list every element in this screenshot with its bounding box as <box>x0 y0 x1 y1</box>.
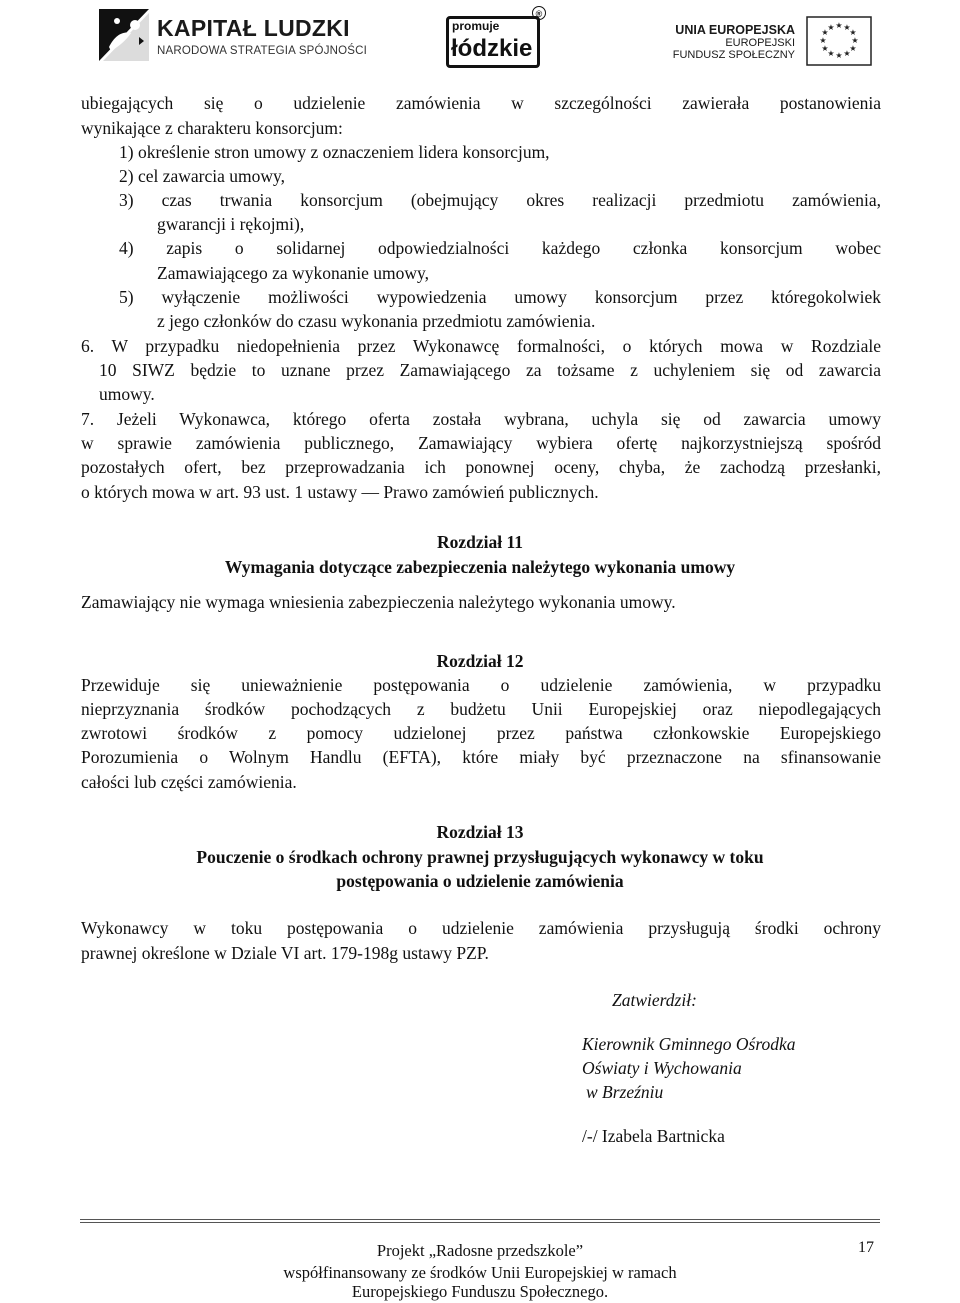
chapter-12-heading: Rozdział 12 <box>436 651 524 671</box>
chapter-12-line-1: Przewiduje się unieważnienie postępowania o udzielenie zamówienia, w przypadku <box>81 675 881 695</box>
chapter-13-title-line-1: Pouczenie o środkach ochrony prawnej przysługujących wykonawcy w toku <box>196 847 764 867</box>
svg-text:★: ★ <box>843 49 851 58</box>
kapital-ludzki-title: KAPITAŁ LUDZKI <box>157 15 350 41</box>
footer-line-1: Projekt „Radosne przedszkole” <box>376 1241 584 1260</box>
eu-line-3: FUNDUSZ SPOŁECZNY <box>672 49 795 61</box>
svg-text:★: ★ <box>827 49 835 58</box>
footer-line-3: Europejskiego Funduszu Społecznego. <box>351 1282 609 1301</box>
intro-line-2: wynikające z charakteru konsorcjum: <box>81 118 343 138</box>
svg-text:★: ★ <box>849 28 857 37</box>
signatory-name: /-/ Izabela Bartnicka <box>582 1126 725 1146</box>
chapter-12-line-2: nieprzyznania środków pochodzących z budżetu Unii Europejskiej oraz niepodlegających <box>81 699 881 719</box>
approved-label: Zatwierdził: <box>612 990 697 1010</box>
chapter-12-line-4: Porozumienia o Wolnym Handlu (EFTA), które miały być przeznaczone na sfinansowanie <box>81 747 881 767</box>
eu-logo-text <box>653 24 795 61</box>
eu-line-1: UNIA EUROPEJSKA <box>675 23 795 37</box>
list-item-3-line-2: gwarancji i rękojmi), <box>157 214 305 234</box>
svg-text:★: ★ <box>835 21 843 30</box>
intro-line-1: ubiegających się o udzielenie zamówienia w szczególności zawierała postanowienia <box>81 93 881 113</box>
svg-text:★: ★ <box>851 36 859 45</box>
svg-text:★: ★ <box>835 51 843 60</box>
paragraph-7-line-1: 7. Jeżeli Wykonawca, którego oferta została wybrana, uchyla się od zawarcia umowy <box>81 409 881 429</box>
paragraph-6-line-1: 6. W przypadku niedopełnienia przez Wykonawcę formalności, o których mowa w Rozdziale <box>81 336 881 356</box>
lodzkie-logo-top: promuje <box>452 19 500 33</box>
eu-line-2: EUROPEJSKI <box>725 37 795 49</box>
chapter-12-line-3: zwrotowi środków z pomocy udzielonej przez państwa członkowskie Europejskiego <box>81 723 881 743</box>
chapter-13-heading: Rozdział 13 <box>436 822 524 842</box>
kapital-ludzki-emblem <box>97 7 151 63</box>
signatory-role-line-1: Kierownik Gminnego Ośrodka <box>582 1034 796 1054</box>
chapter-12-line-5: całości lub części zamówienia. <box>81 772 297 792</box>
chapter-13-title-line-2: postępowania o udzielenie zamówienia <box>336 871 624 891</box>
paragraph-7-line-3: pozostałych ofert, bez przeprowadzania ich ponownej oceny, chyba, że zachodzą przesłanki, <box>81 457 881 477</box>
paragraph-6-line-2: 10 SIWZ będzie to uznane przez Zamawiającego za tożsame z uchyleniem się od zawarcia <box>99 360 881 380</box>
signatory-role-line-2: Oświaty i Wychowania <box>582 1058 742 1078</box>
paragraph-7-line-2: w sprawie zamówienia publicznego, Zamawiający wybiera ofertę najkorzystniejszą spośród <box>81 433 881 453</box>
svg-text:★: ★ <box>821 44 829 53</box>
eu-flag-icon <box>806 16 872 66</box>
kapital-ludzki-subtitle: NARODOWA STRATEGIA SPÓJNOŚCI <box>157 45 368 57</box>
lodzkie-logo-main: łódzkie <box>451 35 533 62</box>
registered-mark-icon: ® <box>532 6 546 20</box>
list-item-4-line-1: 4) zapis o solidarnej odpowiedzialności każdego członka konsorcjum wobec <box>119 238 881 258</box>
chapter-11-heading: Rozdział 11 <box>436 532 524 552</box>
signatory-role-line-3: w Brzeźniu <box>586 1082 664 1102</box>
page-number: 17 <box>858 1239 874 1256</box>
paragraph-7-line-4: o których mowa w art. 93 ust. 1 ustawy — Prawo zamówień publicznych. <box>81 482 599 502</box>
kapital-ludzki-logo <box>157 16 367 58</box>
paragraph-6-line-3: umowy. <box>99 384 155 404</box>
list-item-3-line-1: 3) czas trwania konsorcjum (obejmujący okres realizacji przedmiotu zamówienia, <box>119 190 881 210</box>
svg-text:★: ★ <box>821 28 829 37</box>
chapter-13-line-1: Wykonawcy w toku postępowania o udzielenie zamówienia przysługują środki ochrony <box>81 918 881 938</box>
promuje-lodzkie-logo <box>446 6 550 68</box>
svg-text:★: ★ <box>849 44 857 53</box>
chapter-13-line-2: prawnej określone w Dziale VI art. 179-198g ustawy PZP. <box>81 943 489 963</box>
chapter-11-text: Zamawiający nie wymaga wniesienia zabezpieczenia należytego wykonania umowy. <box>81 592 676 612</box>
list-item-4-line-2: Zamawiającego za wykonanie umowy, <box>157 263 429 283</box>
list-item-2: 2) cel zawarcia umowy, <box>119 166 286 186</box>
footer-line-2: współfinansowany ze środków Unii Europejskiej w ramach <box>283 1263 677 1282</box>
list-item-5-line-2: z jego członków do czasu wykonania przedmiotu zamówienia. <box>157 311 596 331</box>
footer-divider <box>80 1219 880 1223</box>
list-item-1: 1) określenie stron umowy z oznaczeniem lidera konsorcjum, <box>119 142 550 162</box>
svg-text:★: ★ <box>827 23 835 32</box>
chapter-11-title: Wymagania dotyczące zabezpieczenia należytego wykonania umowy <box>224 557 736 577</box>
svg-text:★: ★ <box>843 23 851 32</box>
svg-text:★: ★ <box>819 36 827 45</box>
list-item-5-line-1: 5) wyłączenie możliwości wypowiedzenia umowy konsorcjum przez któregokolwiek <box>119 287 881 307</box>
